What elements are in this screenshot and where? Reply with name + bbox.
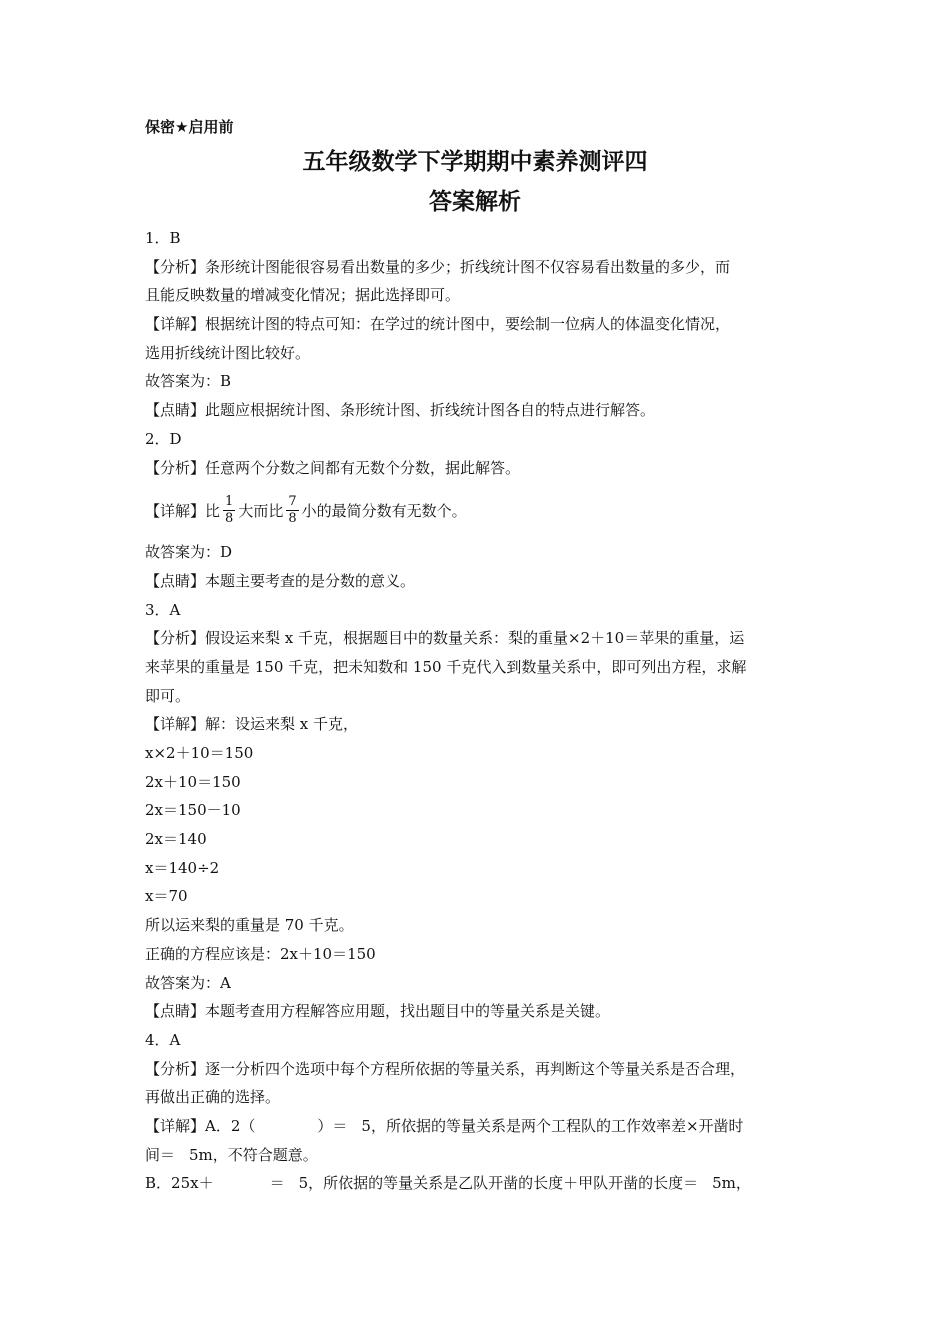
fraction-one-eighth: $\frac{1}{8}$ bbox=[225, 493, 234, 526]
analysis-tag: 【分析】 bbox=[145, 629, 206, 648]
detail-tag: 【详解】 bbox=[145, 501, 206, 520]
q1-answer: 故答案为：B bbox=[145, 372, 232, 391]
q4-analysis-line-1: 【分析】逐一分析四个选项中每个方程所依据的等量关系，再判断这个等量关系是否合理， bbox=[145, 1059, 746, 1078]
comment-tag: 【点睛】 bbox=[145, 401, 206, 420]
q3-result: 所以运来梨的重量是 70 千克。 bbox=[145, 916, 354, 935]
q4-number: 4．A bbox=[145, 1030, 181, 1049]
equation-step: x＝70 bbox=[145, 887, 188, 906]
q3-detail: 【详解】解：设运来梨 x 千克， bbox=[145, 715, 359, 734]
q4-detail-option-a-cont: 间＝ 5m，不符合题意。 bbox=[145, 1145, 318, 1164]
confidential-label: 保密★启用前 bbox=[145, 118, 234, 136]
detail-tag: 【详解】 bbox=[145, 1116, 206, 1135]
equation-step: x×2＋10＝150 bbox=[145, 744, 254, 762]
equation-step: x＝140÷2 bbox=[145, 858, 220, 877]
q3-analysis-line-1: 【分析】假设运来梨 x 千克，根据题目中的数量关系：梨的重量×2＋10＝苹果的重量，运 bbox=[145, 629, 745, 648]
analysis-tag: 【分析】 bbox=[145, 257, 206, 276]
q1-comment: 【点睛】此题应根据统计图、条形统计图、折线统计图各自的特点进行解答。 bbox=[145, 401, 656, 420]
q3-number: 3．A bbox=[145, 600, 181, 619]
q4-detail-option-b: B．25x＋ ＝ 5，所依据的等量关系是乙队开凿的长度＋甲队开凿的长度＝ 5m， bbox=[145, 1174, 751, 1193]
q1-analysis-line-2: 且能反映数量的增减变化情况；据此选择即可。 bbox=[145, 286, 461, 305]
analysis-tag: 【分析】 bbox=[145, 458, 206, 477]
answer-content bbox=[145, 224, 810, 1198]
comment-tag: 【点睛】 bbox=[145, 571, 206, 590]
q2-number: 2．D bbox=[145, 429, 182, 448]
q3-analysis-line-3: 即可。 bbox=[145, 686, 191, 705]
analysis-tag: 【分析】 bbox=[145, 1059, 206, 1078]
detail-tag: 【详解】 bbox=[145, 715, 206, 734]
q3-comment: 【点睛】本题考查用方程解答应用题，找出题目中的等量关系是关键。 bbox=[145, 1002, 611, 1021]
equation-step: 2x＋10＝150 bbox=[145, 772, 241, 791]
q2-comment: 【点睛】本题主要考查的是分数的意义。 bbox=[145, 571, 416, 590]
q1-detail-line-2: 选用折线统计图比较好。 bbox=[145, 343, 311, 362]
q2-detail: 【详解】 比 $\frac{1}{8}$ 大而比 $\frac{7}{8}$ 小的最简分数有无数个。 bbox=[145, 493, 467, 526]
q3-correct-equation: 正确的方程应该是：2x＋10＝150 bbox=[145, 944, 376, 963]
q1-detail-line-1: 【详解】根据统计图的特点可知：在学过的统计图中，要绘制一位病人的体温变化情况， bbox=[145, 315, 731, 334]
equation-step: 2x＝140 bbox=[145, 830, 207, 849]
q4-detail-option-a: 【详解】A．2（ ）＝ 5，所依据的等量关系是两个工程队的工作效率差×开凿时 bbox=[145, 1116, 744, 1135]
q1-number: 1．B bbox=[145, 229, 181, 247]
page-title: 五年级数学下学期期中素养测评四 bbox=[302, 149, 648, 175]
page-subtitle: 答案解析 bbox=[429, 189, 521, 215]
q3-analysis-line-2: 来苹果的重量是 150 千克，把未知数和 150 千克代入到数量关系中，即可列出方程，求解 bbox=[145, 657, 747, 676]
detail-tag: 【详解】 bbox=[145, 315, 206, 334]
q3-answer: 故答案为：A bbox=[145, 973, 231, 992]
q2-answer: 故答案为：D bbox=[145, 543, 233, 562]
comment-tag: 【点睛】 bbox=[145, 1002, 206, 1021]
q4-analysis-line-2: 再做出正确的选择。 bbox=[145, 1088, 281, 1107]
equation-step: 2x＝150－10 bbox=[145, 801, 241, 820]
q2-analysis: 【分析】任意两个分数之间都有无数个分数，据此解答。 bbox=[145, 458, 521, 477]
q1-analysis-line-1: 【分析】条形统计图能很容易看出数量的多少；折线统计图不仅容易看出数量的多少，而 bbox=[145, 257, 731, 276]
fraction-seven-eighths: $\frac{7}{8}$ bbox=[288, 493, 297, 526]
